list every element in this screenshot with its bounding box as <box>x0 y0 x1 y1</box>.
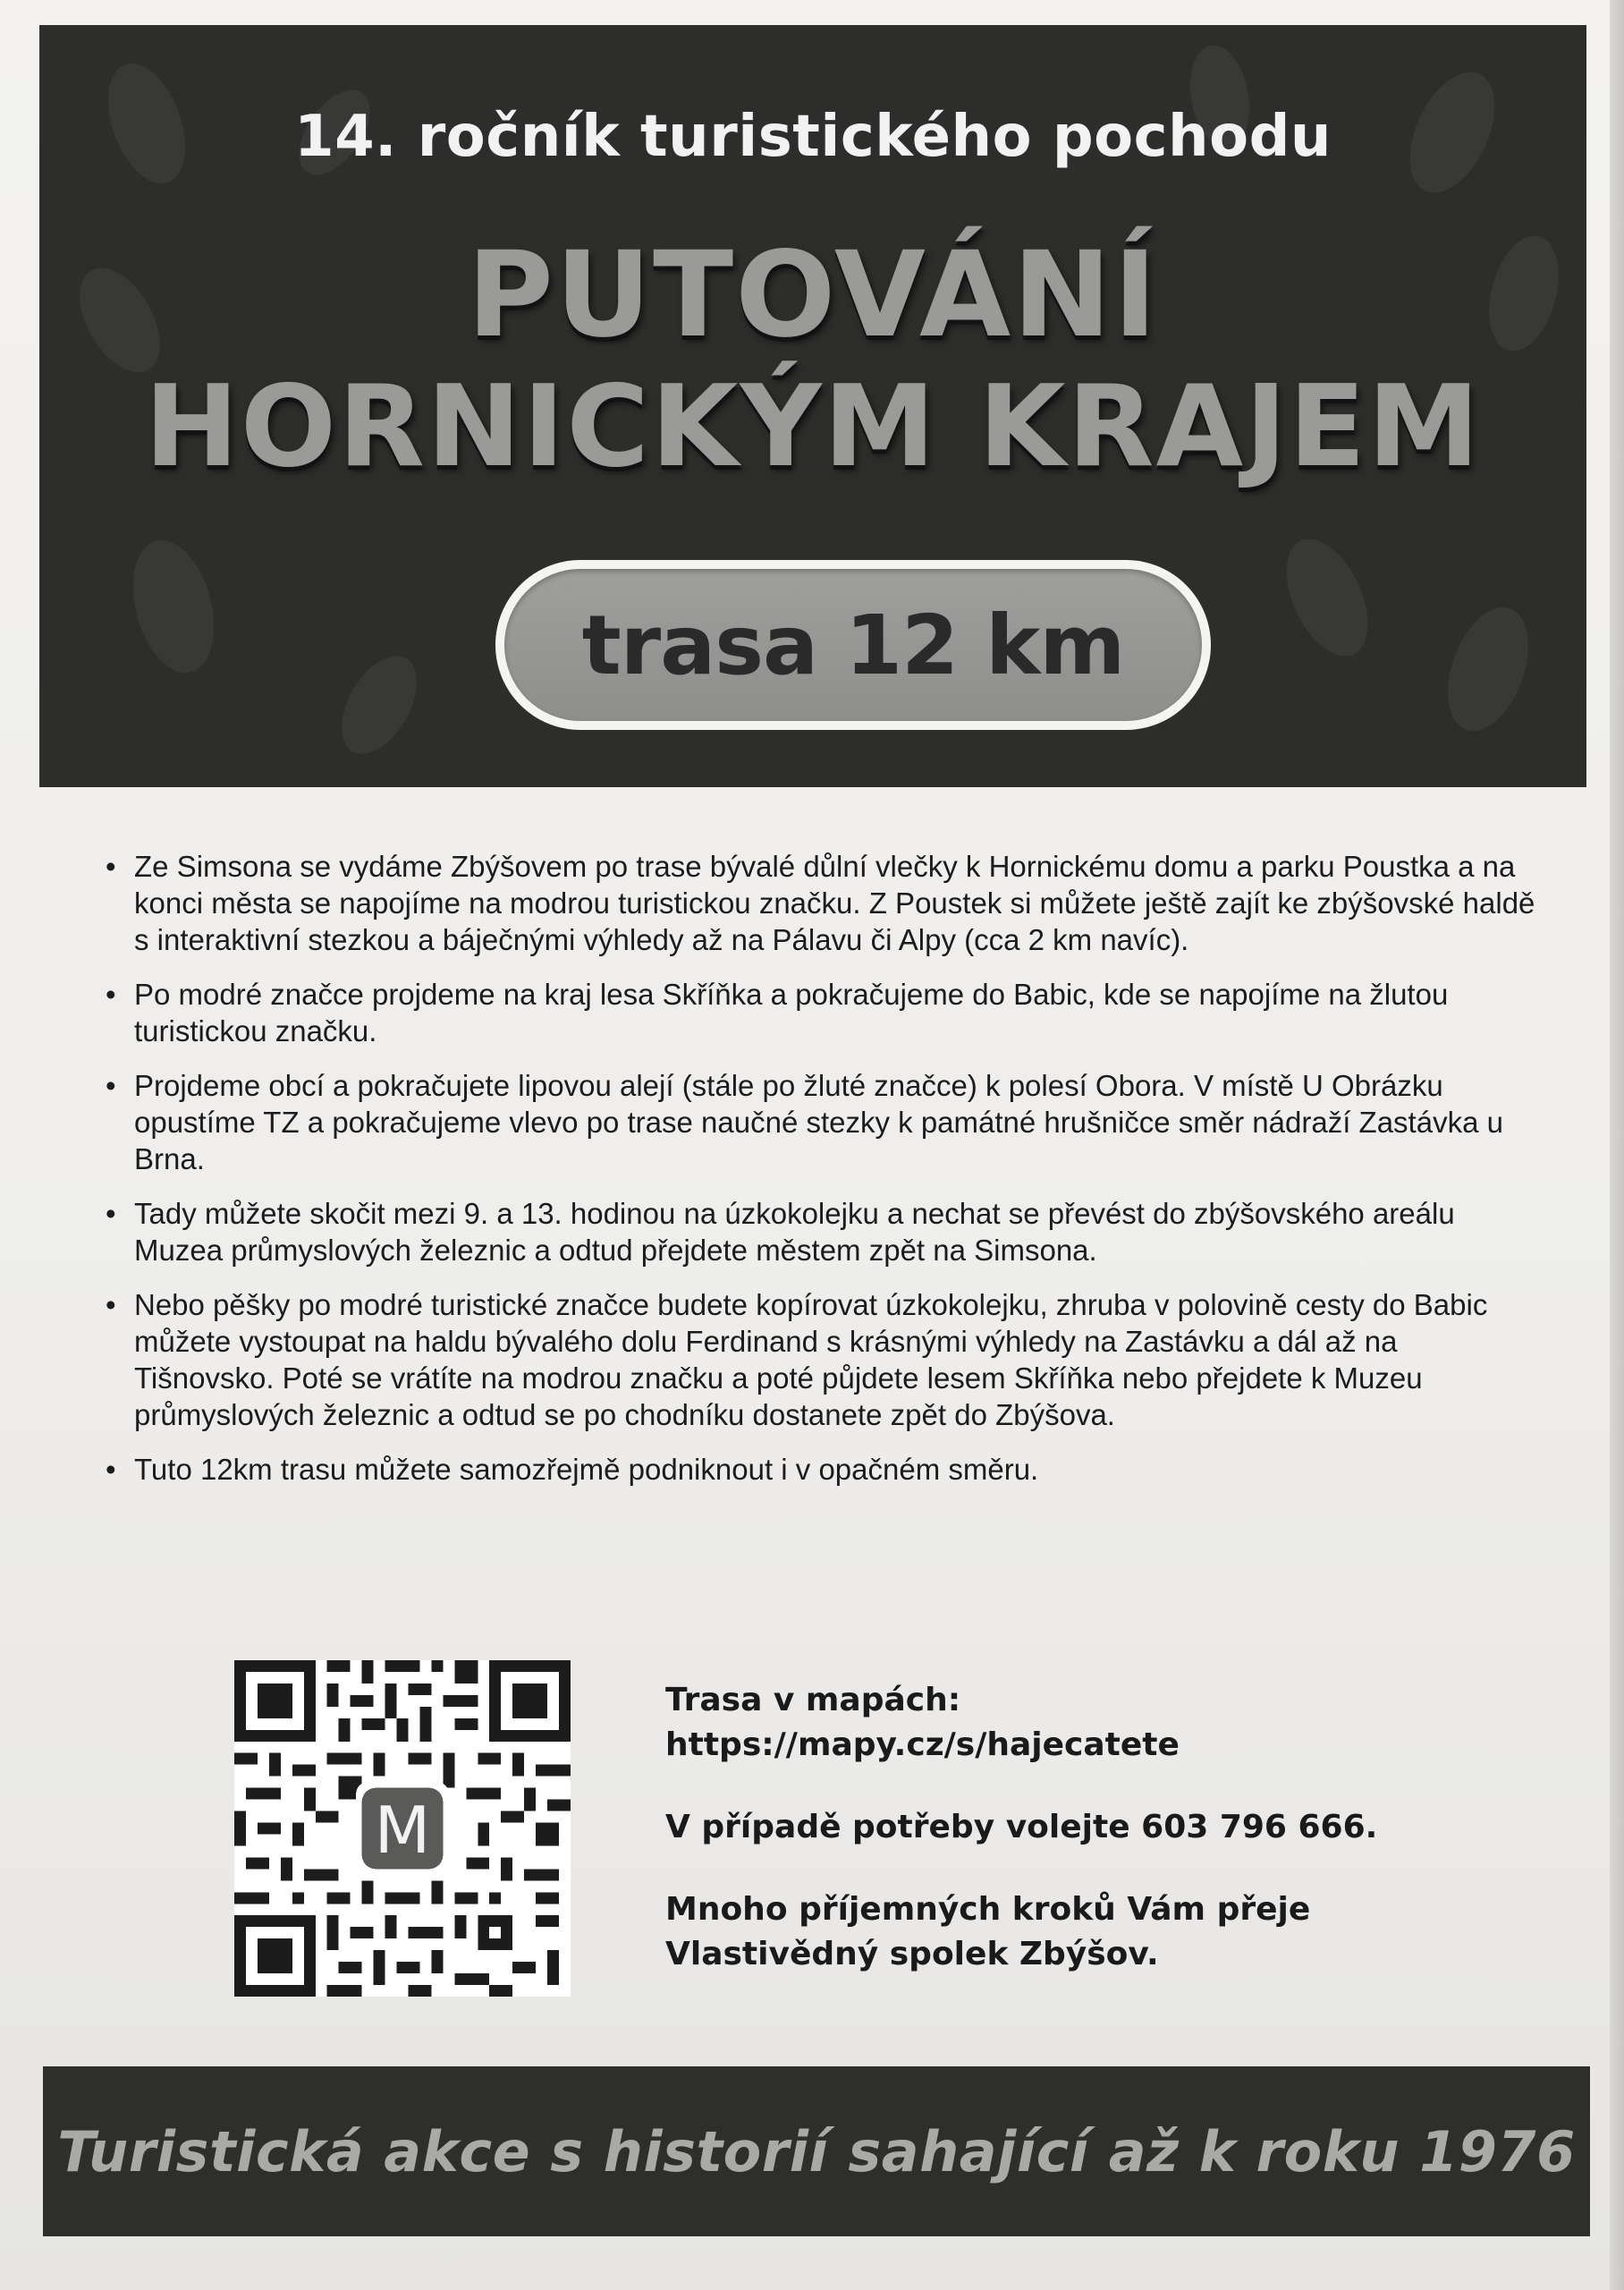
route-length-badge-inner <box>504 569 1202 721</box>
farewell-block <box>665 1887 1470 1977</box>
route-length-label: trasa 12 km <box>581 597 1125 693</box>
mapy-logo-icon: M <box>374 1794 431 1870</box>
event-edition: 14. ročník turistického pochodu <box>294 104 1332 170</box>
map-qr-code[interactable] <box>234 1660 571 1997</box>
route-description <box>106 848 1536 1505</box>
list-item: • Nebo pěšky po modré turistické značce budete kopírovat úzkokolejku, zhruba v polovině cesty do Babic můžete vystoupat na haldu bývalého dolu Ferdinand s krásnými výhledy na Zastávku a dál až na Tišnovsko. Poté se vrátíte na modrou značku a poté půjdete lesem Skříňka nebo přejdete k Muzeu průmyslových železnic a odtud se po chodníku dostanete zpět do Zbýšova. <box>106 1286 1536 1433</box>
qr-code-icon <box>234 1660 571 1997</box>
farewell-line-1: Mnoho příjemných kroků Vám přeje <box>665 1891 1311 1928</box>
list-item: • Po modré značce projdeme na kraj lesa Skříňka a pokračujeme do Babic, kde se napojíme na žlutou turistickou značku. <box>106 976 1536 1049</box>
list-item: • Tady můžete skočit mezi 9. a 13. hodinou na úzkokolejku a nechat se převést do zbýšovského areálu Muzea průmyslových železnic a odtud přejdete městem zpět na Simsona. <box>106 1195 1536 1268</box>
list-item: • Ze Simsona se vydáme Zbýšovem po trase bývalé důlní vlečky k Hornickému domu a parku Poustka a na konci města se napojíme na modrou turistickou značku. Z Poustek si můžete ještě zajít ke zbýšovské haldě s interaktivní stezkou a báječnými výhledy až na Pálavu či Alpy (cca 2 km navíc). <box>106 848 1536 958</box>
header-banner <box>39 25 1586 787</box>
footer-tagline: Turistická akce s historií sahající až k roku 1976 <box>57 2118 1576 2184</box>
map-link-block <box>665 1678 1470 1768</box>
contact-phone: V případě potřeby volejte 603 796 666. <box>665 1809 1378 1845</box>
map-url-link[interactable]: https://mapy.cz/s/hajecatete <box>665 1726 1180 1763</box>
farewell-line-2: Vlastivědný spolek Zbýšov. <box>665 1936 1159 1972</box>
list-item: • Projdeme obcí a pokračujete lipovou alejí (stále po žluté značce) k polesí Obora. V místě U Obrázku opustíme TZ a pokračujeme vlevo po trase naučné stezky k památné hrušničce směr nádraží Zastávka u Brna. <box>106 1067 1536 1177</box>
footer-banner <box>43 2066 1590 2236</box>
contact-info <box>665 1678 1470 2014</box>
route-bullet-list <box>106 848 1536 1488</box>
route-length-badge <box>495 560 1211 730</box>
map-heading: Trasa v mapách: <box>665 1682 961 1718</box>
event-title-line-1: PUTOVÁNÍ <box>467 226 1159 364</box>
paper-edge <box>1610 0 1624 2290</box>
list-item: • Tuto 12km trasu můžete samozřejmě podniknout i v opačném směru. <box>106 1451 1536 1488</box>
event-title-line-2: HORNICKÝM KRAJEM <box>144 360 1482 492</box>
